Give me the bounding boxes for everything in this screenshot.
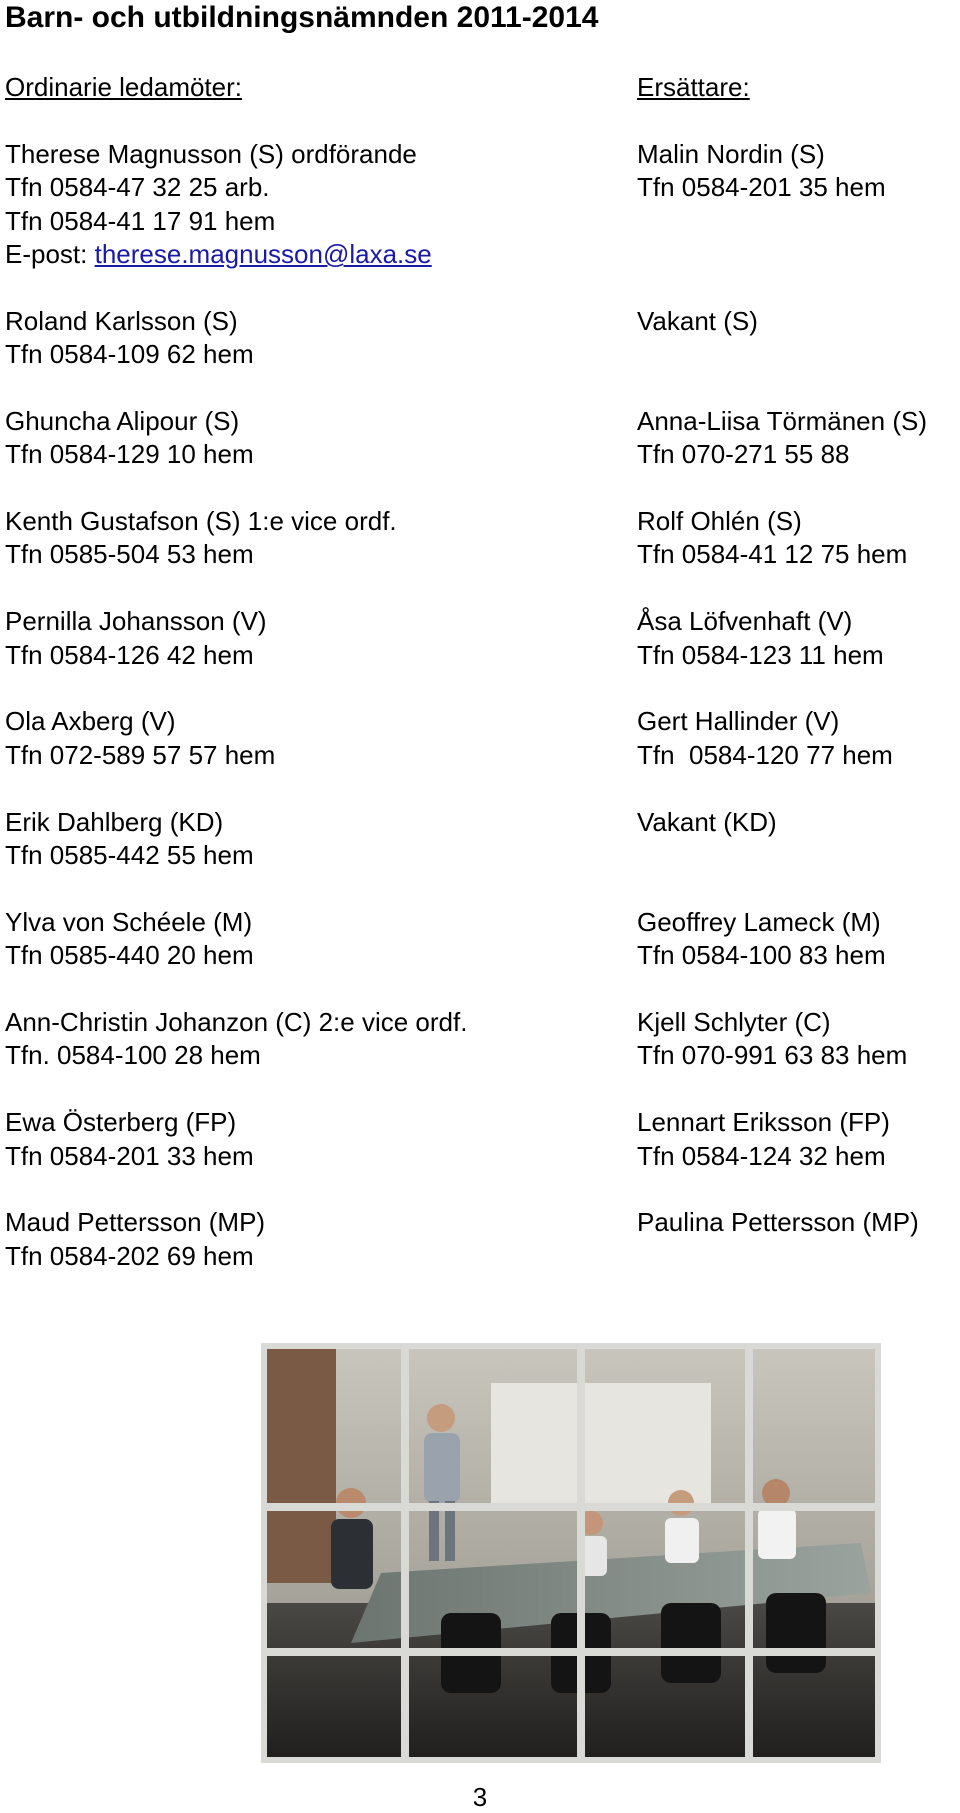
- meeting-room-photo: [261, 1343, 881, 1763]
- member-name: Pernilla Johansson (V): [5, 606, 267, 637]
- deputy-phone: Tfn 0584-124 32 hem: [637, 1140, 886, 1171]
- ordinary-members-column: [5, 71, 467, 1273]
- deputy-phone: Tfn 0584-41 12 75 hem: [637, 539, 908, 570]
- page-number: 3: [472, 1782, 488, 1812]
- member-phone: Tfn 0584-202 69 hem: [5, 1240, 254, 1271]
- member-phone: Tfn 0584-201 33 hem: [5, 1140, 254, 1171]
- member-name: Ann-Christin Johanzon (C) 2:e vice ordf.: [5, 1006, 468, 1037]
- member-phone: Tfn. 0584-100 28 hem: [5, 1040, 261, 1071]
- ordinary-heading: Ordinarie ledamöter:: [5, 72, 242, 102]
- member-name: Ola Axberg (V): [5, 706, 176, 737]
- member-name: Maud Pettersson (MP): [5, 1207, 266, 1238]
- deputy-name: Lennart Eriksson (FP): [637, 1107, 890, 1138]
- deputy-phone: Tfn 0584-120 77 hem: [637, 739, 893, 770]
- deputy-name: Paulina Pettersson (MP): [637, 1207, 919, 1238]
- deputy-name: Anna-Liisa Törmänen (S): [637, 405, 927, 436]
- deputy-name: Malin Nordin (S): [637, 138, 825, 169]
- deputy-name: Åsa Löfvenhaft (V): [637, 606, 853, 637]
- page-title: Barn- och utbildningsnämnden 2011-2014: [5, 1, 599, 34]
- member-phone: Tfn 072-589 57 57 hem: [5, 739, 276, 770]
- member-name: Ylva von Schéele (M): [5, 906, 253, 937]
- deputy-phone: Tfn 070-271 55 88: [637, 439, 850, 470]
- member-name: Therese Magnusson (S) ordförande: [5, 138, 417, 169]
- member-phone: Tfn 0584-41 17 91 hem: [5, 205, 276, 236]
- deputy-members-column: [637, 71, 927, 1240]
- deputy-name: Vakant (KD): [637, 806, 777, 837]
- deputy-name: Rolf Ohlén (S): [637, 506, 802, 537]
- deputy-name: Vakant (S): [637, 305, 758, 336]
- member-phone: Tfn 0584-47 32 25 arb.: [5, 172, 270, 203]
- deputy-name: Kjell Schlyter (C): [637, 1006, 831, 1037]
- email-label: E-post:: [5, 238, 95, 269]
- wood-panel-shape: [261, 1343, 336, 1583]
- member-name: Roland Karlsson (S): [5, 305, 238, 336]
- member-phone: Tfn 0584-109 62 hem: [5, 339, 254, 370]
- member-email: [5, 238, 467, 271]
- member-phone: Tfn 0585-440 20 hem: [5, 940, 254, 971]
- deputy-phone: Tfn 070-991 63 83 hem: [637, 1040, 908, 1071]
- member-phone: Tfn 0585-442 55 hem: [5, 839, 254, 870]
- whiteboard-shape: [491, 1383, 711, 1503]
- deputy-phone: Tfn 0584-100 83 hem: [637, 940, 886, 971]
- deputy-name: Gert Hallinder (V): [637, 706, 840, 737]
- member-phone: Tfn 0584-126 42 hem: [5, 639, 254, 670]
- member-name: Ghuncha Alipour (S): [5, 405, 240, 436]
- deputy-name: Geoffrey Lameck (M): [637, 906, 881, 937]
- member-name: Ewa Österberg (FP): [5, 1107, 237, 1138]
- member-name: Kenth Gustafson (S) 1:e vice ordf.: [5, 506, 397, 537]
- deputy-heading: Ersättare:: [637, 72, 750, 102]
- member-name: Erik Dahlberg (KD): [5, 806, 224, 837]
- member-phone: Tfn 0584-129 10 hem: [5, 439, 254, 470]
- member-phone: Tfn 0585-504 53 hem: [5, 539, 254, 570]
- email-link[interactable]: therese.magnusson@laxa.se: [94, 238, 432, 269]
- deputy-phone: Tfn 0584-201 35 hem: [637, 172, 886, 203]
- deputy-phone: Tfn 0584-123 11 hem: [637, 639, 884, 670]
